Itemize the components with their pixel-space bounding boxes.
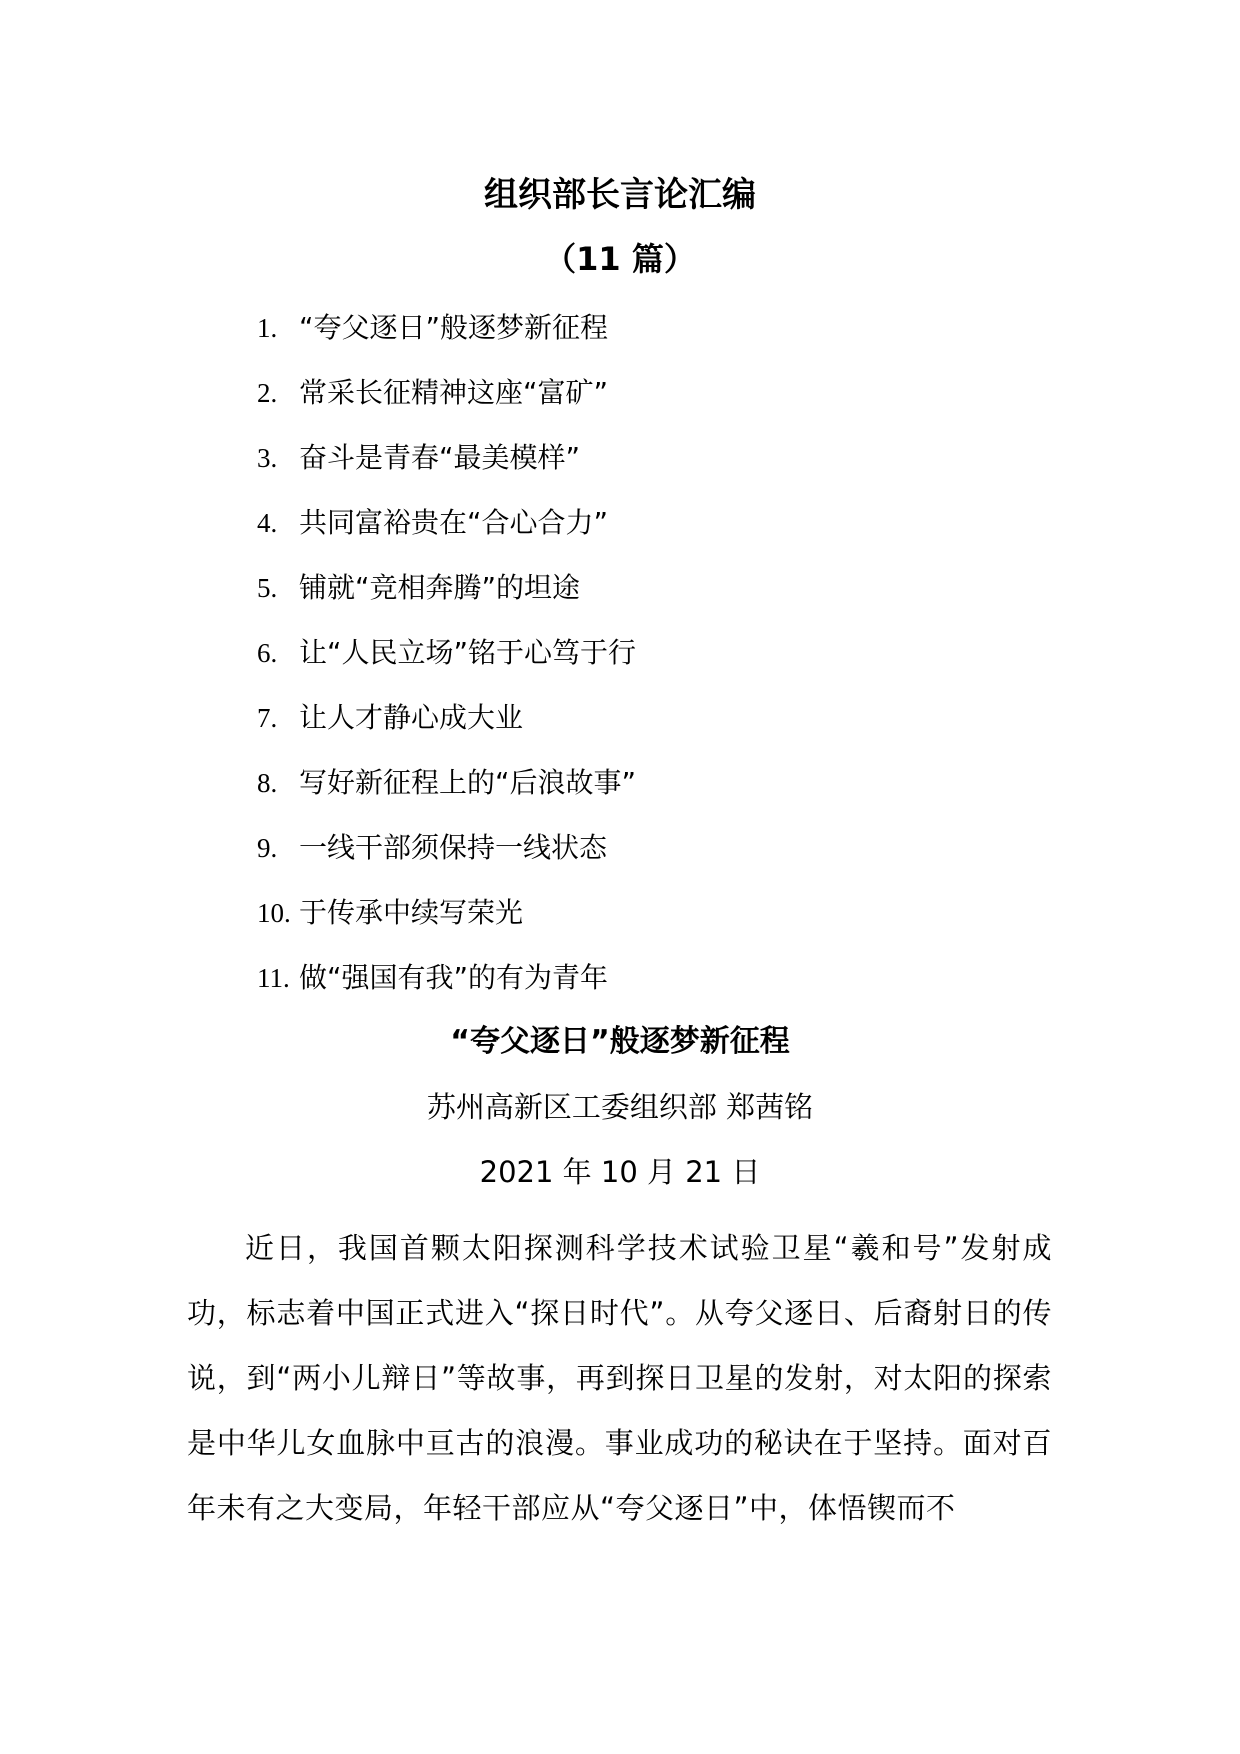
toc-item-number: 5. xyxy=(257,573,278,603)
toc-item-6 xyxy=(257,633,1057,698)
toc-item-text: 奋斗是青春“最美模样” xyxy=(299,441,581,474)
toc-item-text: “夸父逐日”般逐梦新征程 xyxy=(299,311,609,344)
toc-item-8 xyxy=(257,763,1057,828)
toc-item-text: 让人才静心成大业 xyxy=(299,701,524,734)
toc-item-text: 做“强国有我”的有为青年 xyxy=(299,961,609,994)
toc-item-4 xyxy=(257,503,1057,568)
toc-item-10 xyxy=(257,893,1057,958)
article-date: 2021 年 10 月 21 日 xyxy=(479,1155,761,1189)
toc-item-text: 常采长征精神这座“富矿” xyxy=(299,376,609,409)
toc-item-text: 共同富裕贵在“合心合力” xyxy=(299,506,609,539)
toc-item-text: 让“人民立场”铭于心笃于行 xyxy=(299,636,637,669)
article-title: “夸父逐日”般逐梦新征程 xyxy=(450,1024,790,1059)
toc-item-text: 写好新征程上的“后浪故事” xyxy=(299,766,637,799)
toc-item-number: 4. xyxy=(257,508,278,538)
toc-item-text: 一线干部须保持一线状态 xyxy=(299,831,608,864)
toc-item-number: 3. xyxy=(257,443,278,473)
toc-item-5 xyxy=(257,568,1057,633)
toc-item-number: 6. xyxy=(257,638,278,668)
toc-item-number: 7. xyxy=(257,703,278,733)
toc-item-2 xyxy=(257,373,1057,438)
toc-item-number: 1. xyxy=(257,313,278,343)
article-author: 苏州高新区工委组织部 郑茜铭 xyxy=(426,1090,814,1124)
toc-item-text: 铺就“竞相奔腾”的坦途 xyxy=(299,571,581,604)
toc-item-number: 2. xyxy=(257,378,278,408)
toc-item-9 xyxy=(257,828,1057,893)
toc-item-number: 8. xyxy=(257,768,278,798)
toc-item-number: 10. xyxy=(257,898,291,928)
toc-item-number: 9. xyxy=(257,833,278,863)
toc-item-7 xyxy=(257,698,1057,763)
toc-item-text: 于传承中续写荣光 xyxy=(299,896,524,929)
toc-item-3 xyxy=(257,438,1057,503)
table-of-contents xyxy=(257,308,1057,1023)
toc-item-11 xyxy=(257,958,1057,1023)
article-body-paragraph: 近日，我国首颗太阳探测科学技术试验卫星“羲和号”发射成功，标志着中国正式进入“探日时代”。从夸父逐日、后裔射日的传说，到“两小儿辩日”等故事，再到探日卫星的发射，对太阳的探索是中华儿女血脉中亘古的浪漫。事业成功的秘诀在于坚持。面对百年未有之大变局，年轻干部应从“夸父逐日”中，体悟锲而不 xyxy=(187,1231,1052,1525)
document-title: 组织部长言论汇编 xyxy=(484,175,756,215)
document-subtitle: （11 篇） xyxy=(544,240,696,278)
toc-item-number: 11. xyxy=(257,963,290,993)
toc-item-1 xyxy=(257,308,1057,373)
